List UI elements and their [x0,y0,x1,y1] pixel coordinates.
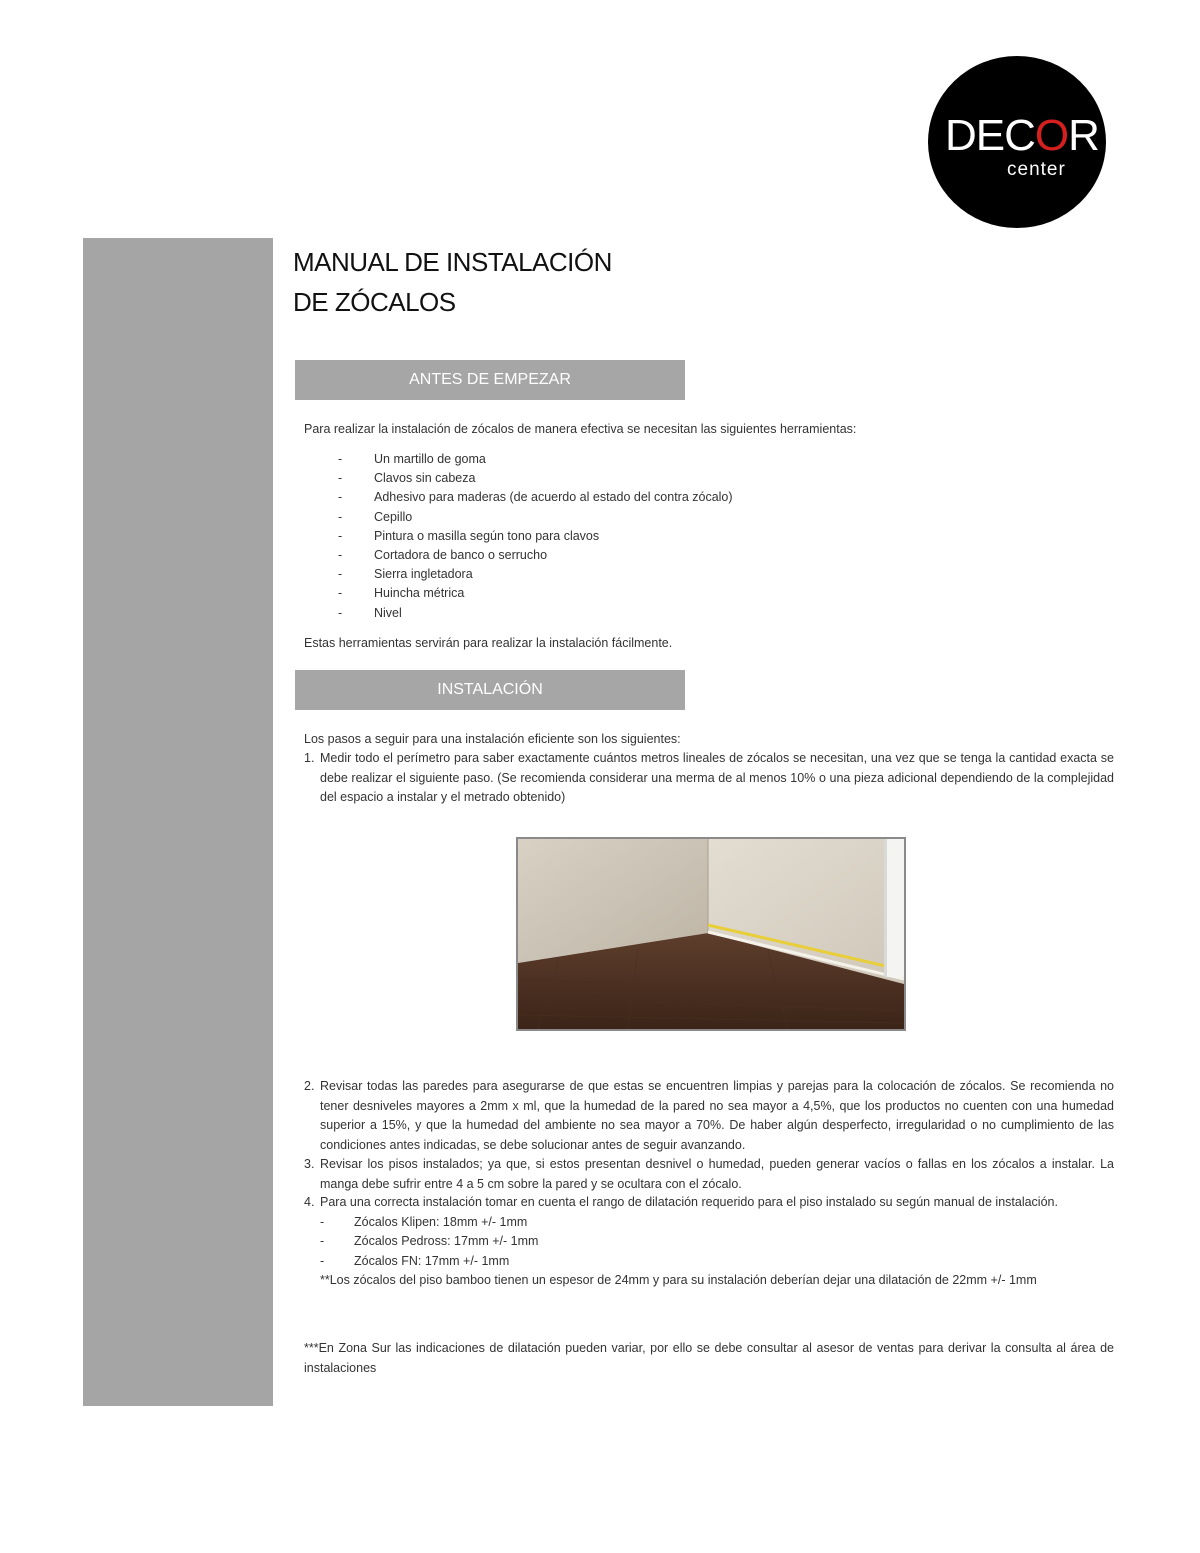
section-heading-before: ANTES DE EMPEZAR [295,360,685,400]
list-item: - Sierra ingletadora [338,567,473,582]
sidebar-band [83,238,273,1406]
step-1 [304,749,1114,808]
step-text: Para una correcta instalación tomar en cuenta el rango de dilatación requerido para el piso instalado su según manual de instalación. [320,1195,1058,1209]
page-title-line1: MANUAL DE INSTALACIÓN [293,247,612,277]
logo-wordmark: DECOR [945,111,1099,160]
list-item: - Clavos sin cabeza [338,471,476,486]
step-2 [304,1077,1114,1155]
bamboo-note: **Los zócalos del piso bamboo tienen un espesor de 24mm y para su instalación deberían dejar una dilatación de 22mm +/- 1mm [320,1273,1037,1287]
list-item: - Zócalos FN: 17mm +/- 1mm [320,1253,510,1268]
wall-corner-photo [516,837,906,1031]
step-number: 3. [304,1157,315,1171]
tools-intro: Para realizar la instalación de zócalos de manera efectiva se necesitan las siguientes herramientas: [304,422,857,436]
step-number: 1. [304,751,315,765]
zona-sur-footnote: ***En Zona Sur las indicaciones de dilatación pueden variar, por ello se debe consultar al asesor de ventas para derivar la consulta al área de instalaciones [304,1341,1114,1375]
step-4 [304,1193,1114,1291]
list-item: - Un martillo de goma [338,452,486,466]
section-heading-install: INSTALACIÓN [295,670,685,710]
list-item: - Zócalos Klipen: 18mm +/- 1mm [320,1214,528,1229]
step-number: 4. [304,1195,315,1209]
list-item: - Nivel [338,605,402,620]
dilation-list [320,1213,1114,1272]
tool-list [338,450,733,623]
step-text: Revisar todas las paredes para asegurarse de que estas se encuentren limpias y parejas para la colocación de zócalos. Se recomienda no tener desniveles mayores a 2mm x ml, que la humedad de la pared no sea mayor a 4,5%, que los productos no cuenten con una humedad superior a 15%, y que la humedad del ambiente no sea mayor a 70%. De haber algún desperfecto, irregularidad o no cumplimiento de las condiciones antes indicadas, se debe solucionar antes de seguir avanzando. [320,1079,1114,1152]
list-item: - Pintura o masilla según tono para clavos [338,528,600,543]
list-item: - Adhesivo para maderas (de acuerdo al estado del contra zócalo) [338,490,733,505]
step-text: Medir todo el perímetro para saber exactamente cuántos metros lineales de zócalos se necesitan, una vez que se tenga la cantidad exacta se debe realizar el siguiente paso. (Se recomienda considerar una merma de al menos 10% o una pieza adicional dependiendo de la complejidad del espacio a instalar y el metrado obtenido) [320,751,1114,804]
page-title-line2: DE ZÓCALOS [293,287,456,317]
list-item: - Cortadora de banco o serrucho [338,548,548,563]
step-text: Revisar los pisos instalados; ya que, si estos presentan desnivel o humedad, pueden generar vacíos o fallas en los zócalos a instalar. La manga debe sufrir entre 4 a 5 cm sobre la pared y se ocultara con el zócalo. [320,1157,1114,1191]
step-number: 2. [304,1079,315,1093]
install-intro: Los pasos a seguir para una instalación eficiente son los siguientes: [304,732,681,746]
list-item: - Zócalos Pedross: 17mm +/- 1mm [320,1234,539,1248]
tools-closing: Estas herramientas servirán para realizar la instalación fácilmente. [304,636,673,650]
decor-center-logo [928,56,1106,228]
list-item: - Cepillo [338,509,413,524]
step-body [320,1193,1114,1291]
page-title [293,242,612,322]
list-item: - Huincha métrica [338,586,465,601]
logo-subword: center [1007,159,1066,180]
step-3 [304,1155,1114,1194]
